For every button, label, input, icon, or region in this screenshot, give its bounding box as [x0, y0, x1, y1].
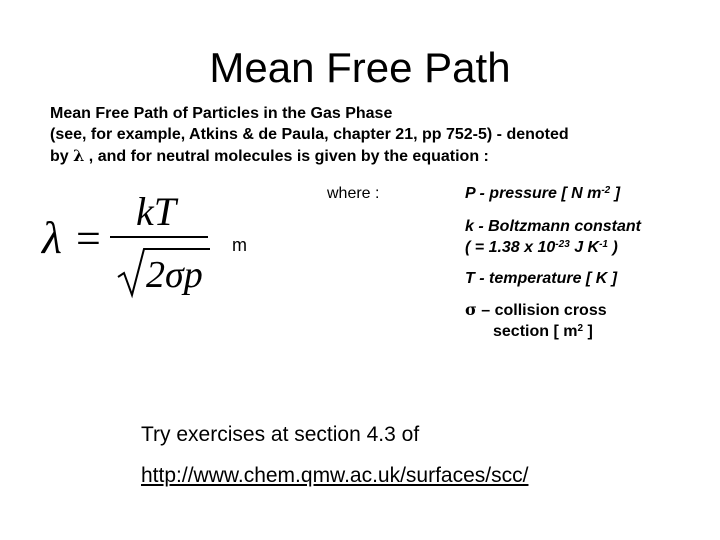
intro-line-2: (see, for example, Atkins & de Paula, chapter 21, pp 752-5) - denoted	[50, 126, 569, 143]
where-label: where :	[327, 185, 380, 202]
intro-paragraph	[50, 103, 690, 167]
intro-line-3	[50, 145, 690, 167]
intro-line-3-post: , and for neutral molecules is given by the equation :	[88, 148, 489, 165]
definition-boltzmann: k - Boltzmann constant ( = 1.38 x $10^{-23}$ J $K^{-1}$ )	[465, 218, 642, 256]
surfaces-link[interactable]: http://www.chem.qmw.ac.uk/surfaces/scc/	[141, 464, 529, 487]
intro-line-1: Mean Free Path of Particles in the Gas Phase	[50, 105, 393, 122]
equation-denominator: 2σp	[146, 254, 203, 296]
definitions-list	[465, 183, 710, 352]
exercise-text: Try exercises at section 4.3 of	[141, 423, 420, 446]
sigma-symbol: σ	[465, 300, 477, 319]
intro-line-3-pre: by	[50, 148, 69, 165]
definition-sigma: σ – collision cross section [ $m^2$ ]	[465, 300, 607, 340]
equation-lhs: λ	[42, 212, 62, 263]
mean-free-path-equation	[40, 185, 220, 305]
lambda-symbol: λ	[73, 146, 85, 165]
page-title: Mean Free Path	[209, 44, 511, 91]
unit-label: m	[232, 235, 247, 255]
equation-equals: =	[76, 214, 101, 263]
definition-temperature: T - temperature [ K ]	[465, 270, 618, 287]
equation-numerator: kT	[136, 189, 176, 234]
definition-pressure: P - pressure [ N $m^{-2}$ ]	[465, 185, 621, 202]
